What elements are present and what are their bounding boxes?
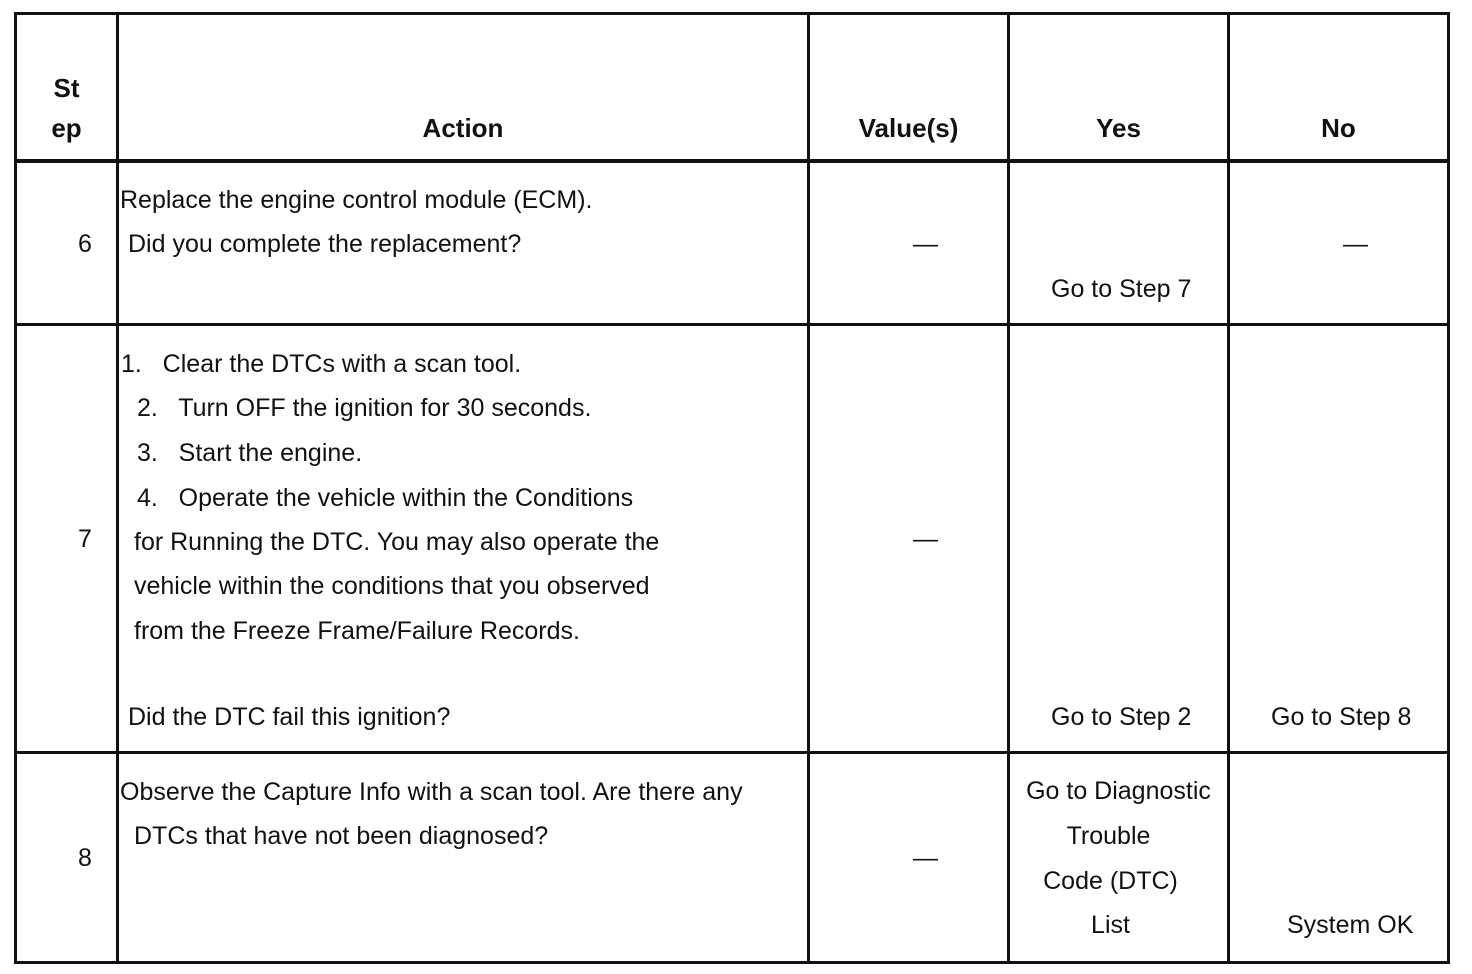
row7-action-line6: vehicle within the conditions that you observed (134, 572, 650, 600)
row7-action-question: Did the DTC fail this ignition? (128, 703, 451, 731)
row7-no: Go to Step 8 (1271, 703, 1412, 731)
row6-no: — (1343, 230, 1368, 258)
header-divider (14, 159, 1450, 163)
row6-value: — (913, 230, 938, 258)
row7-action-line2: 2. Turn OFF the ignition for 30 seconds. (137, 394, 592, 422)
header-yes: Yes (1096, 113, 1141, 143)
row8-value: — (913, 844, 938, 872)
col-divider-step (116, 13, 119, 964)
header-no: No (1321, 113, 1356, 143)
table-border-left (14, 13, 17, 964)
table-border-bottom (14, 961, 1450, 964)
row7-action-line7: from the Freeze Frame/Failure Records. (134, 617, 580, 645)
row8-yes-line4: List (1091, 911, 1130, 939)
row6-step: 6 (78, 230, 92, 258)
col-divider-action (807, 13, 810, 964)
row-divider-6-7 (14, 323, 1450, 326)
row6-yes: Go to Step 7 (1051, 275, 1192, 303)
table-border-right (1447, 13, 1450, 964)
row7-action-line5: for Running the DTC. You may also operate the (134, 528, 660, 556)
row8-yes-line3: Code (DTC) (1043, 867, 1178, 895)
row7-step: 7 (78, 525, 92, 553)
header-step-line1: St (53, 73, 80, 103)
row-divider-7-8 (14, 751, 1450, 754)
row8-yes-line1: Go to Diagnostic (1026, 777, 1211, 805)
row7-value: — (913, 525, 938, 553)
table-border-top (14, 12, 1450, 15)
header-step-line2: ep (51, 113, 82, 143)
col-divider-yes (1227, 13, 1230, 964)
header-values: Value(s) (858, 113, 959, 143)
row8-step: 8 (78, 844, 92, 872)
row7-action-line3: 3. Start the engine. (137, 439, 363, 467)
row8-action-line2: DTCs that have not been diagnosed? (134, 822, 549, 850)
row7-action-line4: 4. Operate the vehicle within the Conditions (137, 484, 634, 512)
row8-action-line1: Observe the Capture Info with a scan tool. Are there any (120, 778, 743, 806)
row7-action-line1: 1. Clear the DTCs with a scan tool. (121, 350, 522, 378)
row8-yes-line2: Trouble (1066, 822, 1151, 850)
header-action: Action (422, 113, 504, 143)
row8-no: System OK (1287, 911, 1414, 939)
row7-yes: Go to Step 2 (1051, 703, 1192, 731)
row6-action-line1: Replace the engine control module (ECM). (120, 186, 593, 214)
row6-action-line2: Did you complete the replacement? (128, 230, 522, 258)
